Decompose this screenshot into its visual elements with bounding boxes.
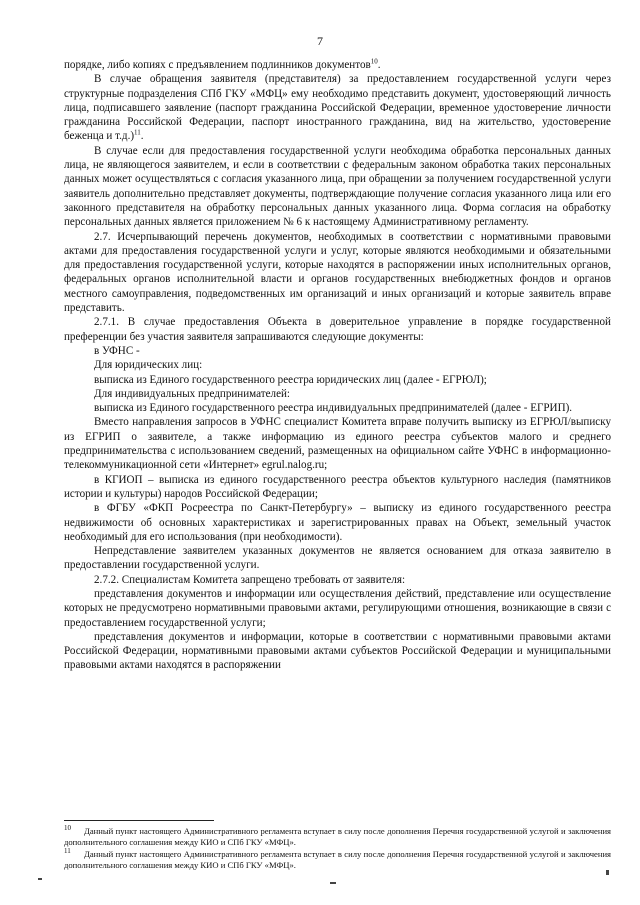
rosreestr-item: в ФГБУ «ФКП Росреестра по Санкт-Петербургу» – выписку из единого государственного реестра недвижимости об основных характеристиках и зарегистрированных правах на Объект, земельный участок необходимый для его использования (при необходимости). (64, 502, 611, 543)
paragraph-2-7: 2.7. Исчерпывающий перечень документов, необходимых в соответствии с нормативными правовыми актами для предоставления государственной услуги и услуг, которые являются необходимыми и обязательными для предоставления государственной услуги, которые находятся в распоряжении иных исполнительных органов, федеральных органов исполнительной власти и органов государственных внебюджетных фондов и органов местного самоуправления, подведомственных им организаций и иных организаций и которые заявитель вправе представить. (64, 230, 611, 315)
paragraph-2-7-2: 2.7.2. Специалистам Комитета запрещено требовать от заявителя: (94, 573, 406, 586)
egrul-item: выписка из Единого государственного реестра юридических лиц (далее - ЕГРЮЛ); (94, 373, 487, 386)
footnote-divider (64, 820, 214, 821)
paragraph-non-submission: Непредставление заявителем указанных документов не является основанием для отказа заявителю в предоставлении государственной услуги. (64, 545, 611, 572)
scan-speck (330, 882, 336, 884)
paragraph-2: В случае обращения заявителя (представителя) за предоставлением государственной услуги через структурные подразделения СПб ГКУ «МФЦ» ему необходимо представить документ, удостоверяющий личность лица, подписавшего заявление (паспорт гражданина Российской Федерации, временное удостоверение личности гражданина Российской Федерации, паспорт иностранного гражданина, вид на жительство, удостоверение беженца и т.д.)$^{11}$. (64, 73, 611, 143)
paragraph-2-7-1: 2.7.1. В случае предоставления Объекта в доверительное управление в порядке государственной преференции без участия заявителя запрашиваются следующие документы: (64, 316, 611, 343)
footnotes (64, 826, 611, 872)
kgiop-item: в КГИОП – выписка из единого государственного реестра объектов культурного наследия (памятников истории и культуры) народов Российской Федерации; (64, 473, 611, 500)
page-number: 7 (317, 34, 323, 48)
footnote-10: $^{10}$ Данный пункт настоящего Административного регламента вступает в силу после дополнения Перечня государственной услугой и заключения дополнительного соглашения между КИО и СПб ГКУ «МФЦ». (64, 824, 611, 847)
egrip-item: выписка из Единого государственного реестра индивидуальных предпринимателей (далее - ЕГРИП). (94, 402, 573, 415)
prohibition-item-2: представления документов и информации, которые в соответствии с нормативными правовыми актами Российской Федерации, нормативными правовыми актами субъектов Российской Федерации и муниципальными правовыми актами находятся в распоряжении (64, 630, 611, 672)
paragraph-3: В случае если для предоставления государственной услуги необходима обработка персональных данных лица, не являющегося заявителем, и если в соответствии с федеральным законом обработка таких персональных данных может осуществляться с согласия указанного лица, при обращении за получением государственной услуги заявитель дополнительно представляет документы, подтверждающие получение согласия указанного лица или его законного представителя на обработку персональных данных указанного лица. Форма согласия на обработку персональных данных является приложением № 6 к настоящему Административному регламенту. (64, 144, 611, 229)
entrepreneurs-heading: Для индивидуальных предпринимателей: (94, 387, 291, 400)
footnote-ref-11: 11 (134, 128, 141, 137)
document-body (64, 58, 611, 673)
scan-speck (38, 878, 42, 880)
legal-entities-heading: Для юридических лиц: (94, 359, 203, 372)
footnote-11: $^{11}$ Данный пункт настоящего Административного регламента вступает в силу после дополнения Перечня государственной услугой и заключения дополнительного соглашения между КИО и СПб ГКУ «МФЦ». (64, 847, 611, 870)
prohibition-item-1: представления документов и информации или осуществления действий, представление или осуществление которых не предусмотрено нормативными правовыми актами, регулирующими отношения, возникающие в связи с предоставлением государственной услуги; (64, 587, 611, 629)
paragraph-instead-of-requests: Вместо направления запросов в УФНС специалист Комитета вправе получить выписку из ЕГРЮЛ/выписку из ЕГРИП о заявителе, а также информацию из единого реестра субъектов малого и среднего предпринимательства с использованием сведений, размещенных на официальном сайте УФНС в информационно-телекоммуникационной сети «Интернет» egrul.nalog.ru; (64, 416, 611, 472)
footnote-ref-10: 10 (370, 57, 378, 66)
ufns-heading: в УФНС - (94, 344, 140, 357)
paragraph-1: порядке, либо копиях с предъявлением подлинников документов$^{10}$. (64, 57, 381, 71)
scan-speck (606, 870, 609, 875)
